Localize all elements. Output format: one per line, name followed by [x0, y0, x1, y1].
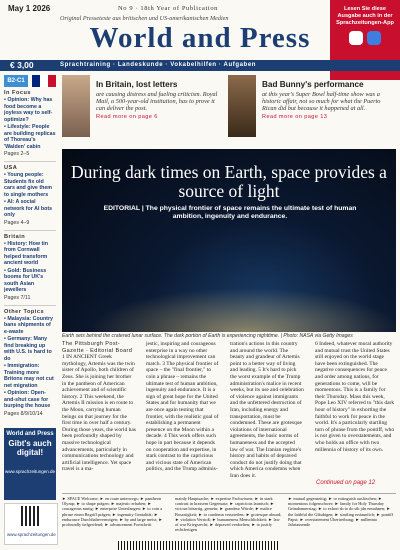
- teaser-image: [228, 75, 256, 137]
- sidebar-item[interactable]: • Lifestyle: People are building replicas of Thoreau's 'Walden' cabin: [4, 124, 56, 150]
- article-text: 6 Indeed, whatever moral authority and mutual trust the United States still enjoyed on the world stage have been extinguished. The negative consequences for peace and order among nations, for generations to come, will be momentous. This is a family for their Thursday. Mass this week, Pope Leo XIV referred to "this dark hour of history" in exhorting the faithful to work for peace in the world. It's a particularly startling turn of phrase from the pontiff, who is not given to overstatements, and who holds an office with two millennia of history of its own.: [315, 341, 395, 453]
- sidebar-pages: Pages 2–5: [4, 151, 30, 157]
- article-text: jestic, inspiring and courageous enterprise in a way no other technological improvement can match. 3 The physical frontier of space – the "final frontier," to coin a phrase – remains the ultimate test of human ambition, ingenuity and endurance. It is a sign of great hope for the United States and for humanity that we are once again testing that frontier, with the realistic goal of establishing a permanent presence on the Moon within a decade. 4 This work offers such hope in part because it depends on cooperation and expertise, in stark contrast to the capricious and vicious state of American politics, and the Trump adminis-: [146, 341, 219, 473]
- photo-caption: Earth sets behind the cratered lunar surface. The dark portion of Earth is experiencing nighttime. | Photo: NASA via Getty Images: [62, 333, 353, 339]
- issue-number: No 9 · 18th Year of Publication: [118, 5, 219, 12]
- barcode: [118, 541, 278, 550]
- sidebar-heading: USA: [4, 165, 18, 171]
- byline: The Pittsburgh Post-Gazette · Editorial Board: [62, 341, 133, 354]
- app-icon[interactable]: [349, 31, 363, 45]
- article-column: [315, 341, 395, 453]
- sidebar-item[interactable]: • Germany: Many find breaking up with U.S. is hard to do: [4, 336, 52, 362]
- promo-body: Gibt's auch digital!: [8, 439, 52, 457]
- vocabulary-box: [62, 493, 396, 534]
- teaser-link[interactable]: Read more on page 13: [262, 114, 328, 121]
- teaser-image: [62, 75, 90, 137]
- article-column: [62, 341, 136, 473]
- teaser[interactable]: [96, 80, 222, 120]
- masthead-title: World and Press: [89, 22, 311, 54]
- qr-url[interactable]: www.sprachzeitungen.de: [7, 532, 56, 537]
- masthead-subtitle: Original Pressetexte aus britischen und US-amerikanischen Medien: [60, 15, 229, 22]
- qr-code-icon[interactable]: [21, 506, 41, 526]
- hero-sub-text: | The physical frontier of space remains the ultimate test of human ambition, ingenuity and endurance.: [141, 205, 357, 220]
- teaser-title: Bad Bunny's performance: [262, 80, 364, 89]
- sidebar-section: [4, 234, 56, 301]
- article-text: 1 IN ANCIENT Greek mythology, Artemis was the twin sister of Apollo, both children of Zeus. She is joining her brother in the pantheon of American achievement and of scientific history. 2 This weekend, the Artemis II mission is en route to the Moon, carrying human beings on that journey for the first time in over half a century. During those years, the world has been profoundly shaped by massive technological advancements, particularly in communications technology and artificial intelligence. Yet space travel is a ma-: [62, 354, 136, 473]
- teaser[interactable]: [262, 80, 396, 120]
- hero-headline: During dark times on Earth, space provides a source of light: [71, 162, 387, 201]
- sidebar: [4, 90, 56, 421]
- sidebar-section: [4, 309, 56, 417]
- teaser-text: are causing distress and fueling criticism. Royal Mail, a 500-year-old institution, has to prove it can deliver the post.: [96, 90, 218, 113]
- promo-heading: World and Press: [6, 431, 54, 437]
- sidebar-section: [4, 165, 56, 226]
- sidebar-pages: Pages 7/11: [4, 294, 31, 301]
- sidebar-item[interactable]: • History: How tin from Cornwall helped transform ancient world: [4, 240, 48, 266]
- earth-glow: [62, 280, 396, 332]
- sidebar-pages: Pages 4–9: [4, 219, 30, 226]
- article-column: [230, 341, 304, 479]
- editorial-label: EDITORIAL: [103, 205, 140, 212]
- teaser-text: at this year's Super Bowl half-time show was a historic affair, not so much for what the Puerto Rican did but because it happened at all.: [262, 90, 381, 113]
- teaser-link[interactable]: Read more on page 6: [96, 114, 158, 121]
- vocab-column: ► SPACE Welcome; ► en route unterwegs; ► pantheon Olymp; ► to shape prägen; ► majestic erhaben; ► courageous mutig; ► enterprise Unterfangen; ► to coin a phrase einen Begriff prägen; ► ingenuity Genialität; ► endurance Durchhaltevermögen; ► by and large meist; ► profoundly tiefgreifend; ► advancement Fortschritt: [62, 496, 163, 528]
- flag-icon: [32, 75, 56, 87]
- sidebar-heading: Britain: [4, 233, 26, 240]
- sidebar-section: [4, 90, 56, 157]
- sidebar-item[interactable]: • Opinion: Why has food become a joyless way to self-optimize?: [4, 97, 53, 123]
- continued-link[interactable]: Continued on page 12: [316, 480, 376, 486]
- sidebar-item[interactable]: • Malaysia: Country bans shipments of e-waste: [4, 315, 53, 335]
- app-badge-text: Lesen Sie diese Ausgabe auch in der Sprachzeitungen-App: [336, 6, 394, 26]
- sidebar-item[interactable]: • AI: A social network for AI bots only: [4, 199, 53, 218]
- article-column: [146, 341, 220, 473]
- sidebar-heading: Other Topics: [4, 308, 45, 315]
- level-badge: B2-C1: [4, 75, 28, 87]
- digital-promo[interactable]: [4, 428, 56, 500]
- sidebar-pages: Pages 8/9/10/14: [4, 410, 43, 417]
- vocab-column: mainly Hauptsache; ► expertise Fachwissen; ► in stark contrast in krassem Gegensatz; ► capricious launisch; ► vicious bösartig, gemein; ► grandeur Würde; ► malice Bosartigkeit; ► to condemn verurteilen; ► grotesque absurd; ► violation Verstoß; ► humaneness Menschlichkeit; ► law of war Kriegsrecht; ► depraved verdorben; ► to justify rechtfertigen: [175, 496, 282, 533]
- sidebar-item[interactable]: • Young people: Students fix old cars and give them to single mothers: [4, 172, 52, 198]
- section-list: Sprachtraining · Landeskunde · Vokabelhilfen · Aufgaben: [60, 62, 257, 68]
- price: € 3,00: [4, 60, 62, 71]
- app-icon[interactable]: [367, 31, 381, 45]
- vocab-column: ► mutual gegenseitig; ► to extinguish auslöschen; ► momentous folgenschwer; ► family for Holy Thursday Gründonnerstag; ► to exhort sb to do sth jdn ermahnen; ► the faithful die Gläubigen; ► startling erstaunlich; ► pontiff Papst; ► overstatement Übertreibung; ► millennia Jahrtausende: [288, 496, 394, 528]
- issue-date: May 1 2026: [8, 4, 51, 13]
- sidebar-heading: In Focus: [4, 90, 31, 96]
- promo-url[interactable]: www.sprachzeitungen.de: [4, 469, 56, 474]
- article-text: tration's actions in this country and around the world. The beauty and grandeur of Artemis point to a better way of living and leading. 5 It's hard to pick the worst example of the Trump administration's malice in recent weeks, but its use and celebration of violence against immigrants and the unfettered destruction of Iran, including energy and transportation, must be condemned. These are grotesque violations of international agreements, the basic norms of humaneness and the accepted law of war. The Iranian regime's history and habits of depraved conduct do not justify doing that which America condemns when Iran does it.: [230, 341, 304, 479]
- sidebar-item[interactable]: • Opinion: Open-and-shut case for burping the house: [4, 390, 51, 409]
- teaser-title: In Britain, lost letters: [96, 80, 178, 89]
- qr-box[interactable]: [4, 503, 58, 545]
- hero-subheadline: [90, 205, 370, 221]
- sidebar-item[interactable]: • Immigration: Training more Britons may not cut net migration: [4, 363, 54, 389]
- sidebar-item[interactable]: • Gold: Business booms for UK's south Asian jewellers: [4, 267, 47, 293]
